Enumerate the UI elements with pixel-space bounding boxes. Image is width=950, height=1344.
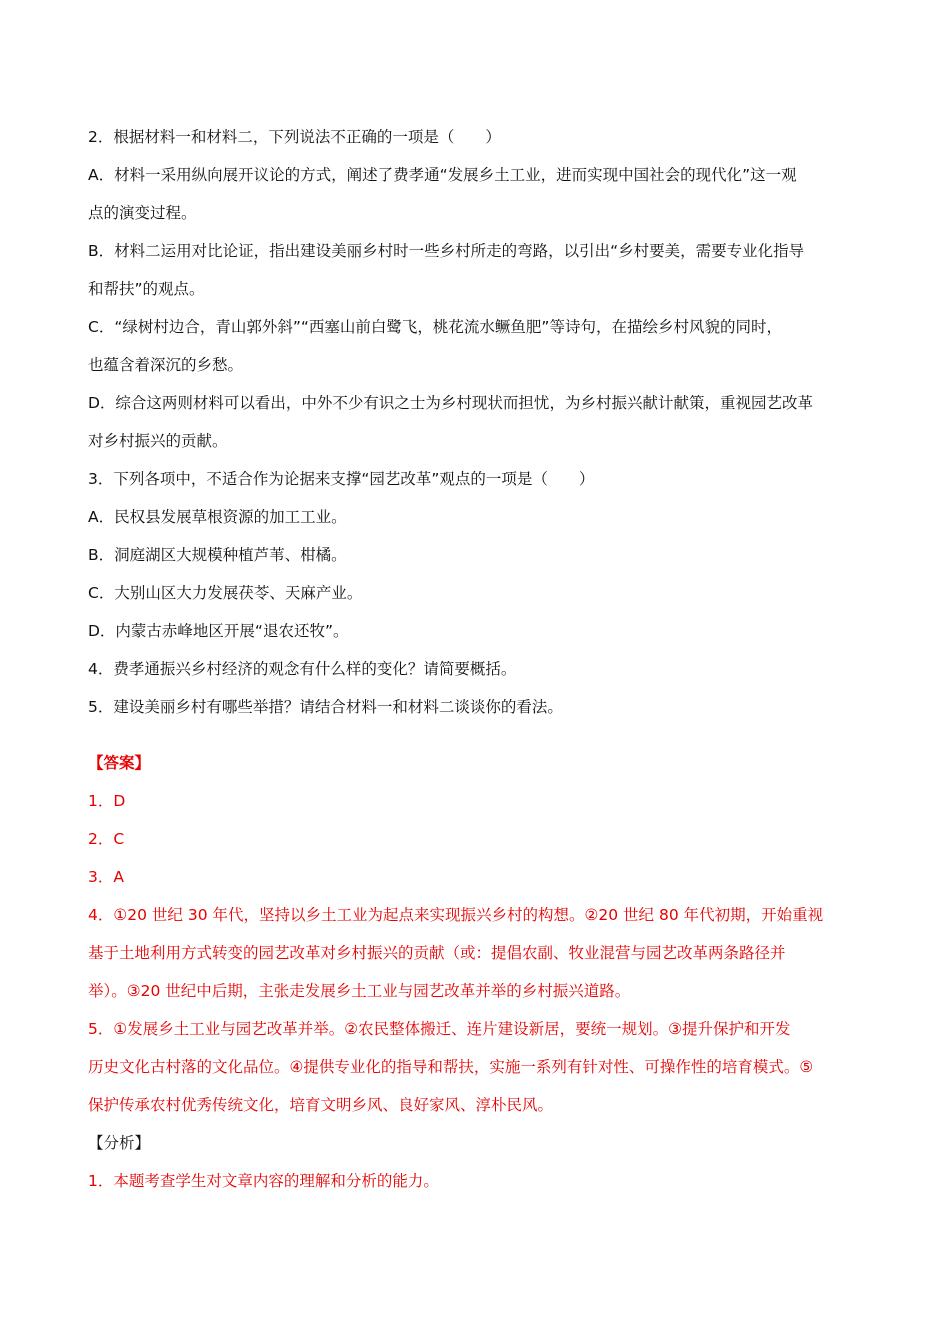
q2-stem: 2．根据材料一和材料二，下列说法不正确的一项是（ ）: [88, 128, 501, 146]
answer-4-line3: 举）。③20 世纪中后期，主张走发展乡土工业与园艺改革并举的乡村振兴道路。: [88, 982, 631, 1000]
analysis-heading: 【分析】: [88, 1134, 151, 1152]
answer-5-line1: 5．①发展乡土工业与园艺改革并举。②农民整体搬迁、连片建设新居，要统一规划。③提升保护和开发: [88, 1020, 791, 1038]
q3-option-d: D．内蒙古赤峰地区开展“退农还牧”。: [88, 622, 349, 640]
answers-heading: 【答案】: [88, 754, 151, 772]
q2-option-b-line2: 和帮扶”的观点。: [88, 280, 205, 298]
q2-option-c-line2: 也蕴含着深沉的乡愁。: [88, 356, 244, 374]
q3-option-b: B．洞庭湖区大规模种植芦苇、柑橘。: [88, 546, 347, 564]
answer-5-line2: 历史文化古村落的文化品位。④提供专业化的指导和帮扶，实施一系列有针对性、可操作性的培育模式。⑤: [88, 1058, 814, 1076]
document-page: [88, 118, 868, 1200]
q2-option-a-line2: 点的演变过程。: [88, 204, 197, 222]
section-gap: [88, 726, 868, 744]
q2-option-a-line1: A．材料一采用纵向展开议论的方式，阐述了费孝通“发展乡土工业，进而实现中国社会的现代化”这一观: [88, 166, 797, 184]
q2-option-c-line1: C．“绿树村边合，青山郭外斜”“西塞山前白鹭飞，桃花流水鳜鱼肥”等诗句，在描绘乡村风貌的同时，: [88, 318, 782, 336]
q4-stem: 4．费孝通振兴乡村经济的观念有什么样的变化？请简要概括。: [88, 660, 517, 678]
q2-option-d-line2: 对乡村振兴的贡献。: [88, 432, 228, 450]
q3-option-c: C．大别山区大力发展茯苓、天麻产业。: [88, 584, 363, 602]
q3-stem: 3．下列各项中，不适合作为论据来支撑“园艺改革”观点的一项是（ ）: [88, 470, 595, 488]
answer-2: 2．C: [88, 830, 125, 848]
answer-1: 1．D: [88, 792, 126, 810]
q5-stem: 5．建设美丽乡村有哪些举措？请结合材料一和材料二谈谈你的看法。: [88, 698, 563, 716]
q3-option-a: A．民权县发展草根资源的加工工业。: [88, 508, 347, 526]
analysis-item-1: 1．本题考查学生对文章内容的理解和分析的能力。: [88, 1172, 439, 1190]
answer-4-line2: 基于土地利用方式转变的园艺改革对乡村振兴的贡献（或：提倡农副、牧业混营与园艺改革两条路径并: [88, 944, 786, 962]
answer-3: 3．A: [88, 868, 124, 886]
answer-5-line3: 保护传承农村优秀传统文化，培育文明乡风、良好家风、淳朴民风。: [88, 1096, 554, 1114]
q2-option-b-line1: B．材料二运用对比论证，指出建设美丽乡村时一些乡村所走的弯路，以引出“乡村要美，需要专业化指导: [88, 242, 805, 260]
q2-option-d-line1: D．综合这两则材料可以看出，中外不少有识之士为乡村现状而担忧，为乡村振兴献计献策，重视园艺改革: [88, 394, 813, 412]
answer-4-line1: 4．①20 世纪 30 年代，坚持以乡土工业为起点来实现振兴乡村的构想。②20 世纪 80 年代初期，开始重视: [88, 906, 824, 924]
